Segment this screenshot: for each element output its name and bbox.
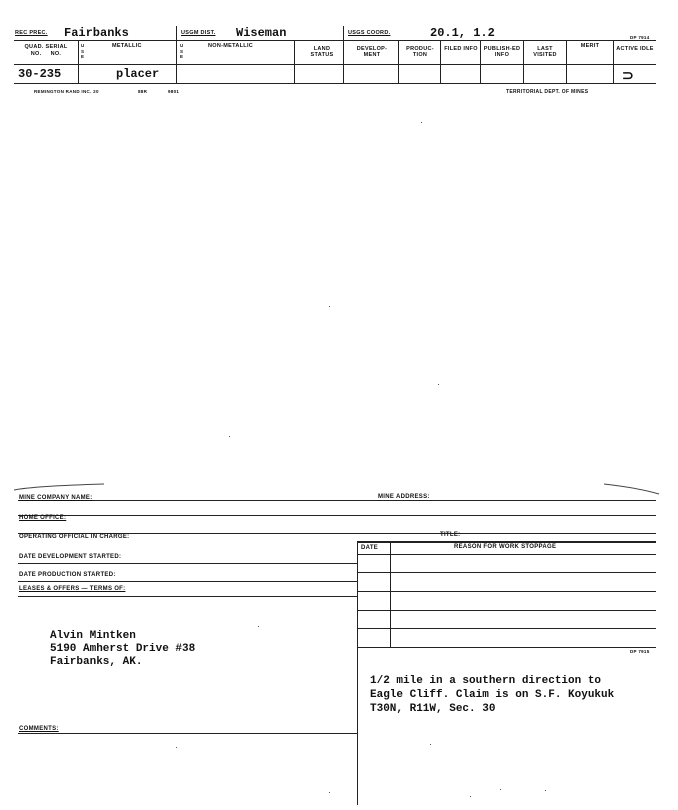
merit-header: MERIT [580,43,600,49]
location-line-3: T30N, R11W, Sec. 30 [370,703,496,715]
usgs-coord-label: USGS COORD. [348,30,391,36]
production-header: PRODUC-TION [406,46,434,58]
mine-address-label: MINE ADDRESS: [378,494,430,500]
date-header: DATE [361,545,379,551]
date-development-label: DATE DEVELOPMENT STARTED: [19,554,122,560]
non-metallic-header: NON-METALLIC [208,43,254,49]
no-no-header: NO. NO. [30,51,62,57]
metallic-value: placer [116,67,160,81]
use-header-2: U S E [180,43,184,59]
title-label: TITLE: [440,532,461,538]
card-edge [14,474,664,500]
mine-company-label: MINE COMPANY NAME: [19,495,93,501]
location-line-2: Eagle Cliff. Claim is on S.F. Koyukuk [370,689,615,701]
active-idle-header: ACTIVE IDLE [616,46,654,52]
quad-serial-header: QUAD. SERIAL [24,44,68,50]
footer-right: TERRITORIAL DEPT. OF MINES [506,89,589,95]
footer-code-2: 9801 [168,89,180,94]
leases-label: LEASES & OFFERS — TERMS OF: [19,586,126,592]
last-visited-header: LAST VISITED [533,46,557,58]
footer-code-1: 88R [138,89,148,94]
operating-official-label: OPERATING OFFICIAL IN CHARGE: [19,534,130,540]
top-form-number: DP 7914 [630,35,650,40]
date-production-label: DATE PRODUCTION STARTED: [19,572,116,578]
location-line-1: 1/2 mile in a southern direction to [370,675,602,687]
rec-prec-value: Fairbanks [64,26,129,40]
home-office-label: HOME OFFICE: [19,515,67,521]
filed-info-header: FILED INFO [444,46,478,52]
serial-value: 30-235 [18,67,62,81]
reason-header: REASON FOR WORK STOPPAGE [454,544,557,550]
owner-name: Alvin Mintken [50,630,136,642]
published-info-header: PUBLISH-ED INFO [483,46,521,58]
comments-label: COMMENTS: [19,726,59,732]
usgm-dist-value: Wiseman [236,26,287,40]
development-header: DEVELOP-MENT [356,46,388,58]
owner-city: Fairbanks, AK. [50,656,143,668]
footer-left: REMINGTON RAND INC. 20 [34,89,99,94]
active-mark-icon: ⊃ [622,67,634,83]
usgs-coord-value: 20.1, 1.2 [430,26,495,40]
metallic-header: METALLIC [112,43,142,49]
land-status-header: LAND STATUS [310,46,334,58]
owner-street: 5190 Amherst Drive #38 [50,643,196,655]
usgm-dist-label: USGM DIST. [181,30,216,36]
rec-prec-label: REC PREC. [15,30,48,36]
use-header: U S E [81,43,85,59]
bottom-form-number: DP 7915 [630,649,650,654]
